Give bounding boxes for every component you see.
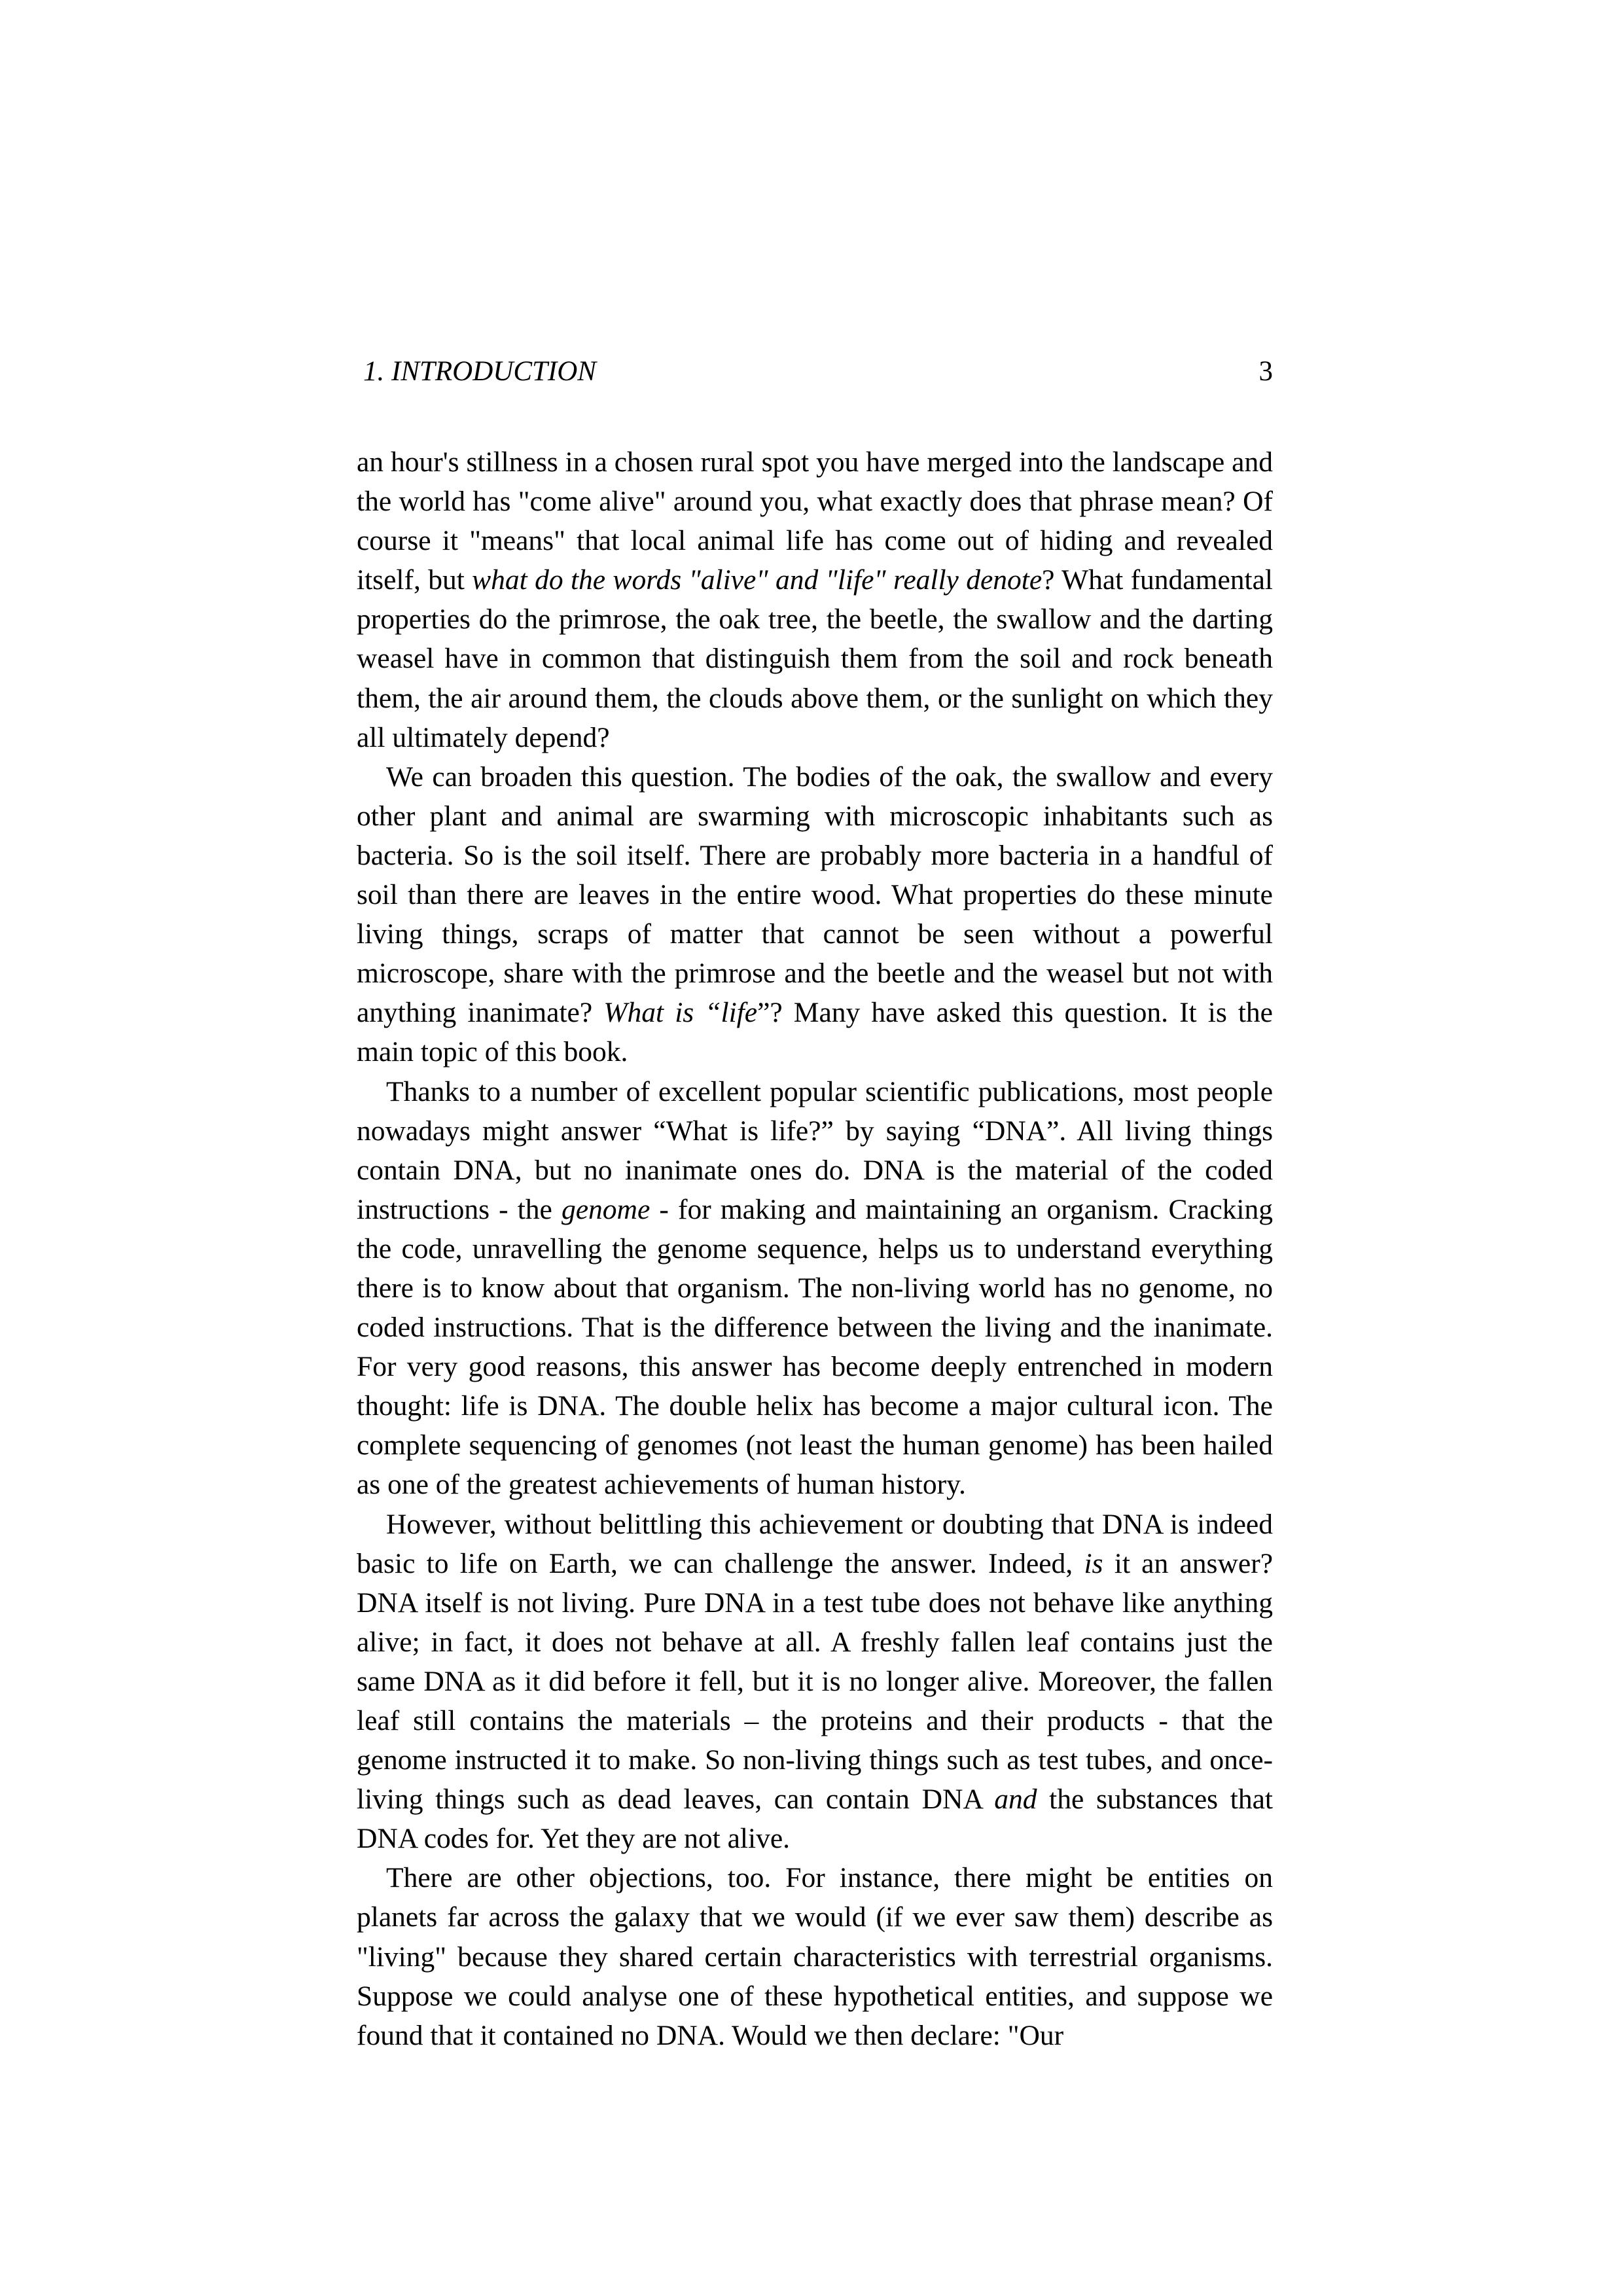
chapter-title: 1. INTRODUCTION xyxy=(363,356,596,387)
text-run: it an answer? DNA itself is not living. Pure DNA in a test tube does not behave like anything alive; in fact, it does not behave at all. A freshly fallen leaf contains just the same DNA as it did before it fell, but it is no longer alive. Moreover, the fallen leaf still contains the materials – the proteins and their products - that the genome instructed it to make. So non-living things such as test tubes, and once-living things such as dead leaves, can contain DNA xyxy=(357,1547,1273,1816)
italic-text-run: what do the words "alive" and "life" really denote xyxy=(472,564,1043,596)
paragraph xyxy=(357,442,1273,757)
text-run: There are other objections, too. For instance, there might be entities on planets far across the galaxy that we would (if we ever saw them) describe as "living" because they shared certain characteristics with terrestrial organisms. Suppose we could analyse one of these hypothetical entities, and suppose we found that it contained no DNA. Would we then declare: "Our xyxy=(357,1862,1273,2051)
text-run: an hour's stillness in a chosen rural spot you have merged into the landscape and the world has "come alive" around you, what exactly does that phrase mean? Of course it "means" that local animal life has come out of hiding and revealed itself, but xyxy=(357,446,1273,596)
paragraph xyxy=(357,1505,1273,1859)
text-run: ”? Many have asked this question. It is the main topic of this book. xyxy=(357,997,1273,1068)
book-page xyxy=(357,352,1273,2055)
italic-text-run: is xyxy=(1084,1547,1103,1579)
italic-text-run: and xyxy=(994,1784,1037,1816)
page-number: 3 xyxy=(1258,356,1273,387)
running-header xyxy=(357,352,1273,391)
text-run: We can broaden this question. The bodies of the oak, the swallow and every other plant and animal are swarming with microscopic inhabitants such as bacteria. So is the soil itself. There are probably more bacteria in a handful of soil than there are leaves in the entire wood. What properties do these minute living things, scraps of matter that cannot be seen without a powerful microscope, share with the primrose and the beetle and the weasel but not with anything inanimate? xyxy=(357,761,1273,1029)
paragraph xyxy=(357,1072,1273,1505)
text-run: Thanks to a number of excellent popular scientific publications, most people nowadays might answer “What is life?” by saying “DNA”. All living things contain DNA, but no inanimate ones do. DNA is the material of the coded instructions - the xyxy=(357,1075,1273,1225)
italic-text-run: genome xyxy=(561,1193,651,1225)
text-run: ? What fundamental properties do the primrose, the oak tree, the beetle, the swallow and the darting weasel have in common that distinguish them from the soil and rock beneath them, the air around them, the clouds above them, or the sunlight on which they all ultimately depend? xyxy=(357,564,1273,753)
body-text xyxy=(357,442,1273,2055)
text-run: - for making and maintaining an organism. Cracking the code, unravelling the genome sequence, helps us to understand everything there is to know about that organism. The non-living world has no genome, no coded instructions. That is the difference between the living and the inanimate. For very good reasons, this answer has become deeply entrenched in modern thought: life is DNA. The double helix has become a major cultural icon. The complete sequencing of genomes (not least the human genome) has been hailed as one of the greatest achievements of human history. xyxy=(357,1193,1273,1501)
text-run: the substances that DNA codes for. Yet they are not alive. xyxy=(357,1784,1273,1855)
italic-text-run: What is “life xyxy=(603,997,758,1029)
paragraph xyxy=(357,1858,1273,2054)
text-run: However, without belittling this achievement or doubting that DNA is indeed basic to life on Earth, we can challenge the answer. Indeed, xyxy=(357,1508,1273,1579)
paragraph xyxy=(357,757,1273,1072)
